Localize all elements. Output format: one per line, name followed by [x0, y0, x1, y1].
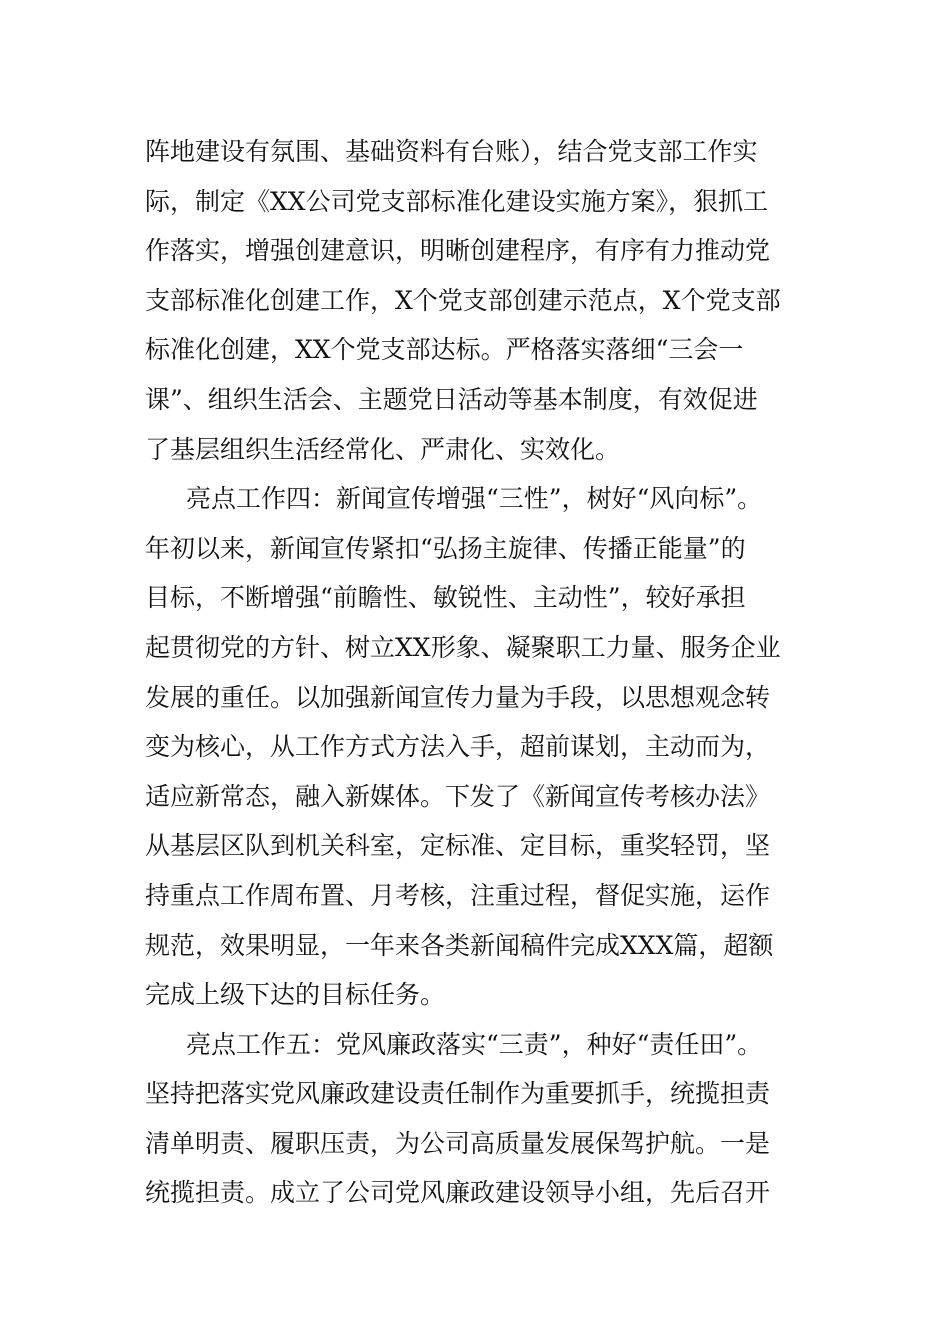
section-heading-line: 亮点工作四：新闻宣传增强“三性”，树好“风向标”。: [186, 484, 763, 514]
text-line: 课”、组织生活会、主题党日活动等基本制度，有效促进: [145, 384, 758, 414]
text-line: 从基层区队到机关科室，定标准、定目标，重奖轻罚，坚: [145, 831, 771, 861]
text-line: 持重点工作周布置、月考核，注重过程，督促实施，运作: [145, 880, 771, 910]
text-line: 清单明责、履职压责，为公司高质量发展保驾护航。一是: [145, 1128, 771, 1158]
text-line: 完成上级下达的目标任务。: [145, 980, 446, 1010]
section-heading-line: 亮点工作五：党风廉政落实“三责”，种好“责任田”。: [186, 1029, 763, 1059]
text-line: 年初以来，新闻宣传紧扣“弘扬主旋律、传播正能量”的: [145, 533, 746, 563]
text-line: 坚持把落实党风廉政建设责任制作为重要抓手，统揽担责: [145, 1079, 771, 1109]
text-line: 了基层组织生活经常化、严肃化、实效化。: [145, 434, 621, 464]
text-line: 统揽担责。成立了公司党风廉政建设领导小组，先后召开: [145, 1178, 771, 1208]
text-line: 适应新常态，融入新媒体。下发了《新闻宣传考核办法》: [145, 781, 771, 811]
text-line: 阵地建设有氛围、基础资料有台账），结合党支部工作实: [145, 137, 758, 166]
text-line: 发展的重任。以加强新闻宣传力量为手段，以思想观念转: [145, 682, 771, 712]
text-line: 起贯彻党的方针、树立XX形象、凝聚职工力量、服务企业: [145, 632, 781, 662]
text-line: 标准化创建，XX个党支部达标。严格落实落细“三会一: [145, 335, 744, 365]
text-line: 支部标准化创建工作，X个党支部创建示范点，X个党支部: [145, 285, 781, 315]
text-line: 际，制定《XX公司党支部标准化建设实施方案》，狠抓工: [145, 186, 769, 216]
text-line: 目标，不断增强“前瞻性、敏锐性、主动性”，较好承担: [145, 583, 746, 613]
text-line: 规范，效果明显，一年来各类新闻稿件完成XXX篇，超额: [145, 930, 774, 960]
text-line: 作落实，增强创建意识，明晰创建程序，有序有力推动党: [145, 236, 771, 266]
body-text: [145, 127, 825, 1218]
text-line: 变为核心，从工作方式方法入手，超前谋划，主动而为，: [145, 732, 771, 762]
